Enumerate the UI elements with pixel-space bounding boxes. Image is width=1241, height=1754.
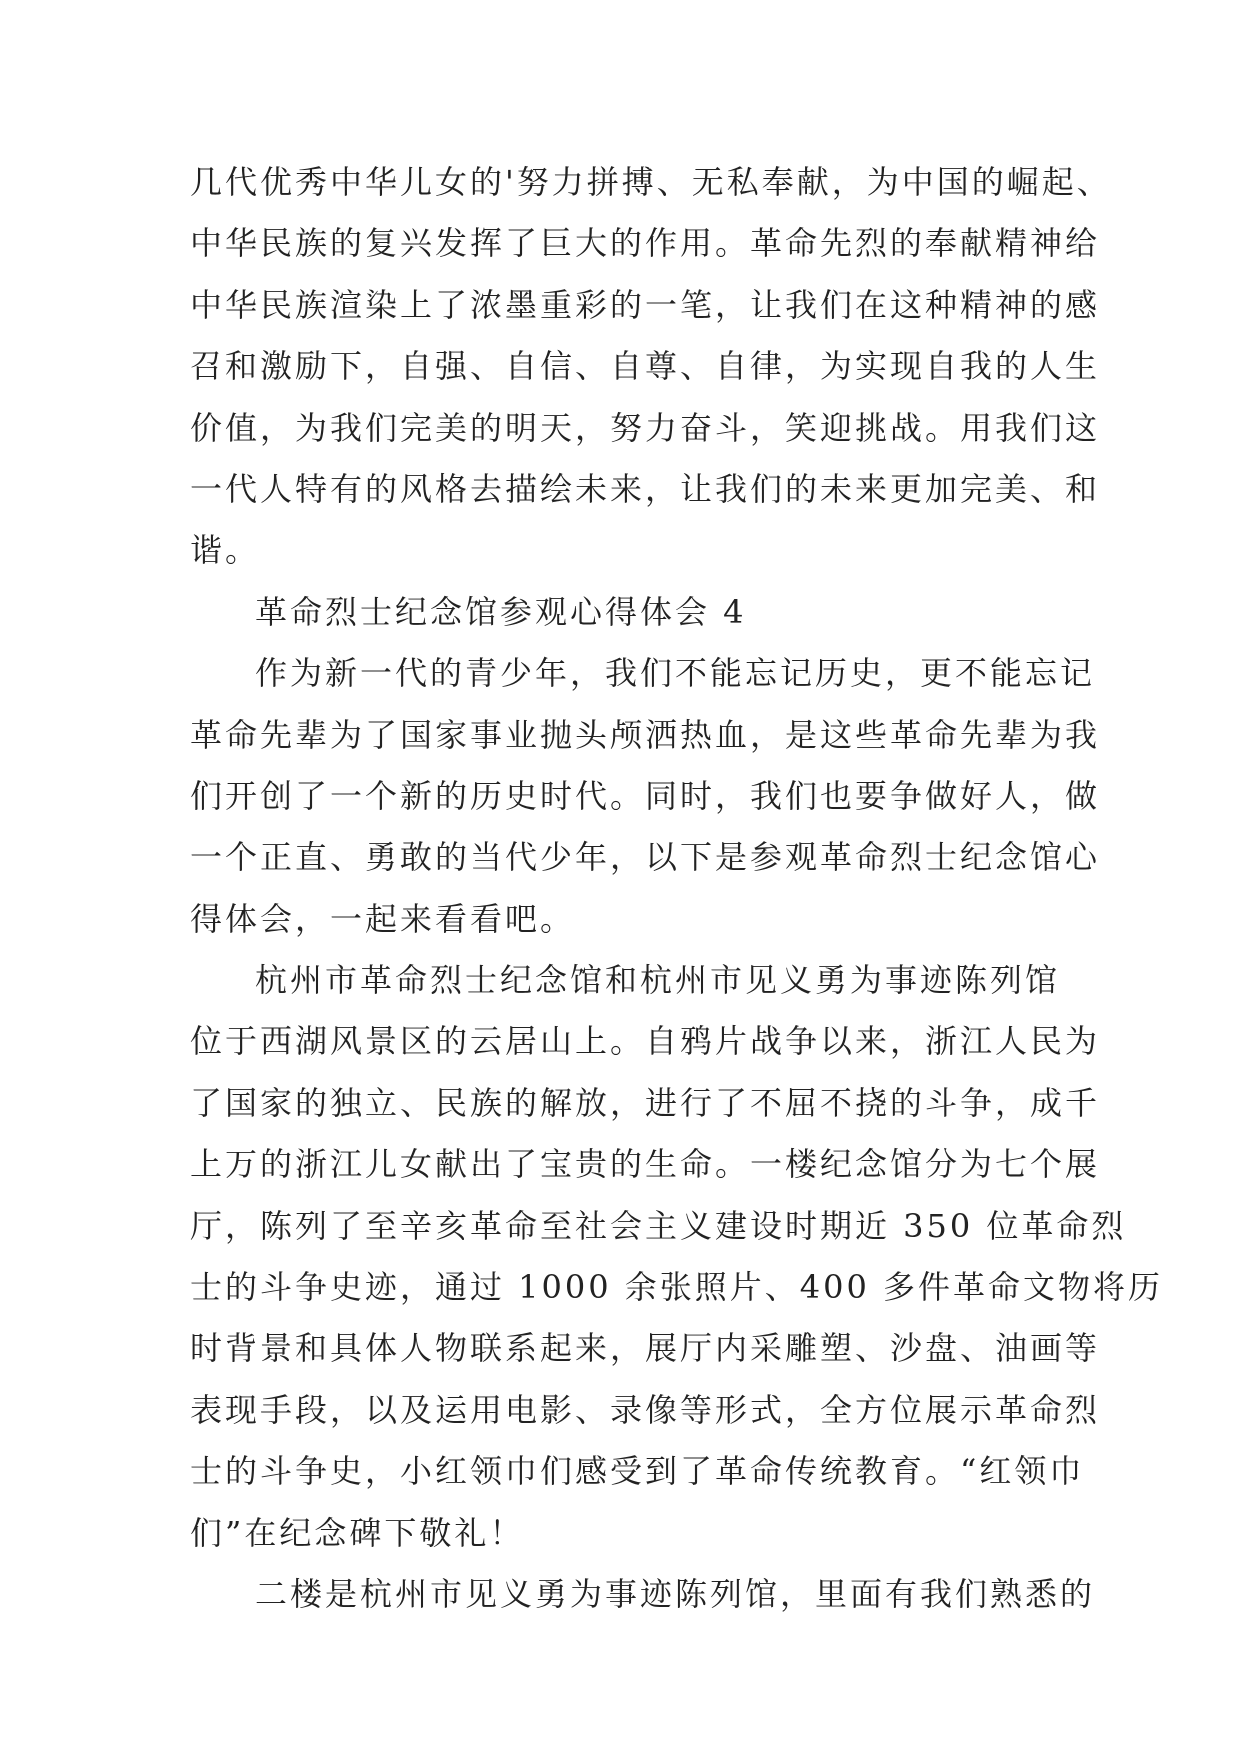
- body-line: 谐。: [190, 531, 261, 570]
- paragraph-start-line: 二楼是杭州市见义勇为事迹陈列馆，里面有我们熟悉的: [255, 1574, 1096, 1613]
- body-line: 几代优秀中华儿女的'努力拼搏、无私奉献，为中国的崛起、: [190, 163, 1112, 201]
- body-line: 时背景和具体人物联系起来，展厅内采雕塑、沙盘、油画等: [190, 1329, 1101, 1368]
- body-line: 中华民族的复兴发挥了巨大的作用。革命先烈的奉献精神给: [190, 224, 1101, 263]
- body-line: 中华民族渲染上了浓墨重彩的一笔，让我们在这种精神的感: [190, 285, 1101, 324]
- body-line: 士的斗争史，小红领巾们感受到了革命传统教育。“红领巾: [190, 1452, 1085, 1491]
- paragraph-start-line: 作为新一代的青少年，我们不能忘记历史，更不能忘记: [255, 654, 1096, 693]
- body-line: 一代人特有的风格去描绘未来，让我们的未来更加完美、和: [190, 469, 1101, 508]
- section-heading: 革命烈士纪念馆参观心得体会 4: [255, 592, 747, 631]
- body-line: 们”在纪念碑下敬礼！: [190, 1513, 525, 1552]
- body-line: 革命先辈为了国家事业抛头颅洒热血，是这些革命先辈为我: [190, 715, 1101, 754]
- body-line: 了国家的独立、民族的解放，进行了不屈不挠的斗争，成千: [190, 1083, 1101, 1122]
- body-line: 得体会，一起来看看吧。: [190, 899, 576, 938]
- body-line: 价值，为我们完美的明天，努力奋斗，笑迎挑战。用我们这: [190, 408, 1101, 447]
- document-body: [190, 152, 1164, 1625]
- body-line: 一个正直、勇敢的当代少年，以下是参观革命烈士纪念馆心: [190, 838, 1101, 877]
- body-line: 上万的浙江儿女献出了宝贵的生命。一楼纪念馆分为七个展: [190, 1145, 1101, 1184]
- body-line: 表现手段，以及运用电影、录像等形式，全方位展示革命烈: [190, 1390, 1101, 1429]
- body-line: 厅，陈列了至辛亥革命至社会主义建设时期近 350 位革命烈: [190, 1206, 1127, 1245]
- paragraph-start-line: 杭州市革命烈士纪念馆和杭州市见义勇为事迹陈列馆: [255, 961, 1061, 1000]
- body-line: 士的斗争史迹，通过 1000 余张照片、400 多件革命文物将历: [190, 1268, 1164, 1307]
- body-line: 们开创了一个新的历史时代。同时，我们也要争做好人，做: [190, 776, 1101, 815]
- body-line: 召和激励下，自强、自信、自尊、自律，为实现自我的人生: [190, 347, 1101, 386]
- body-line: 位于西湖风景区的云居山上。自鸦片战争以来，浙江人民为: [190, 1022, 1101, 1061]
